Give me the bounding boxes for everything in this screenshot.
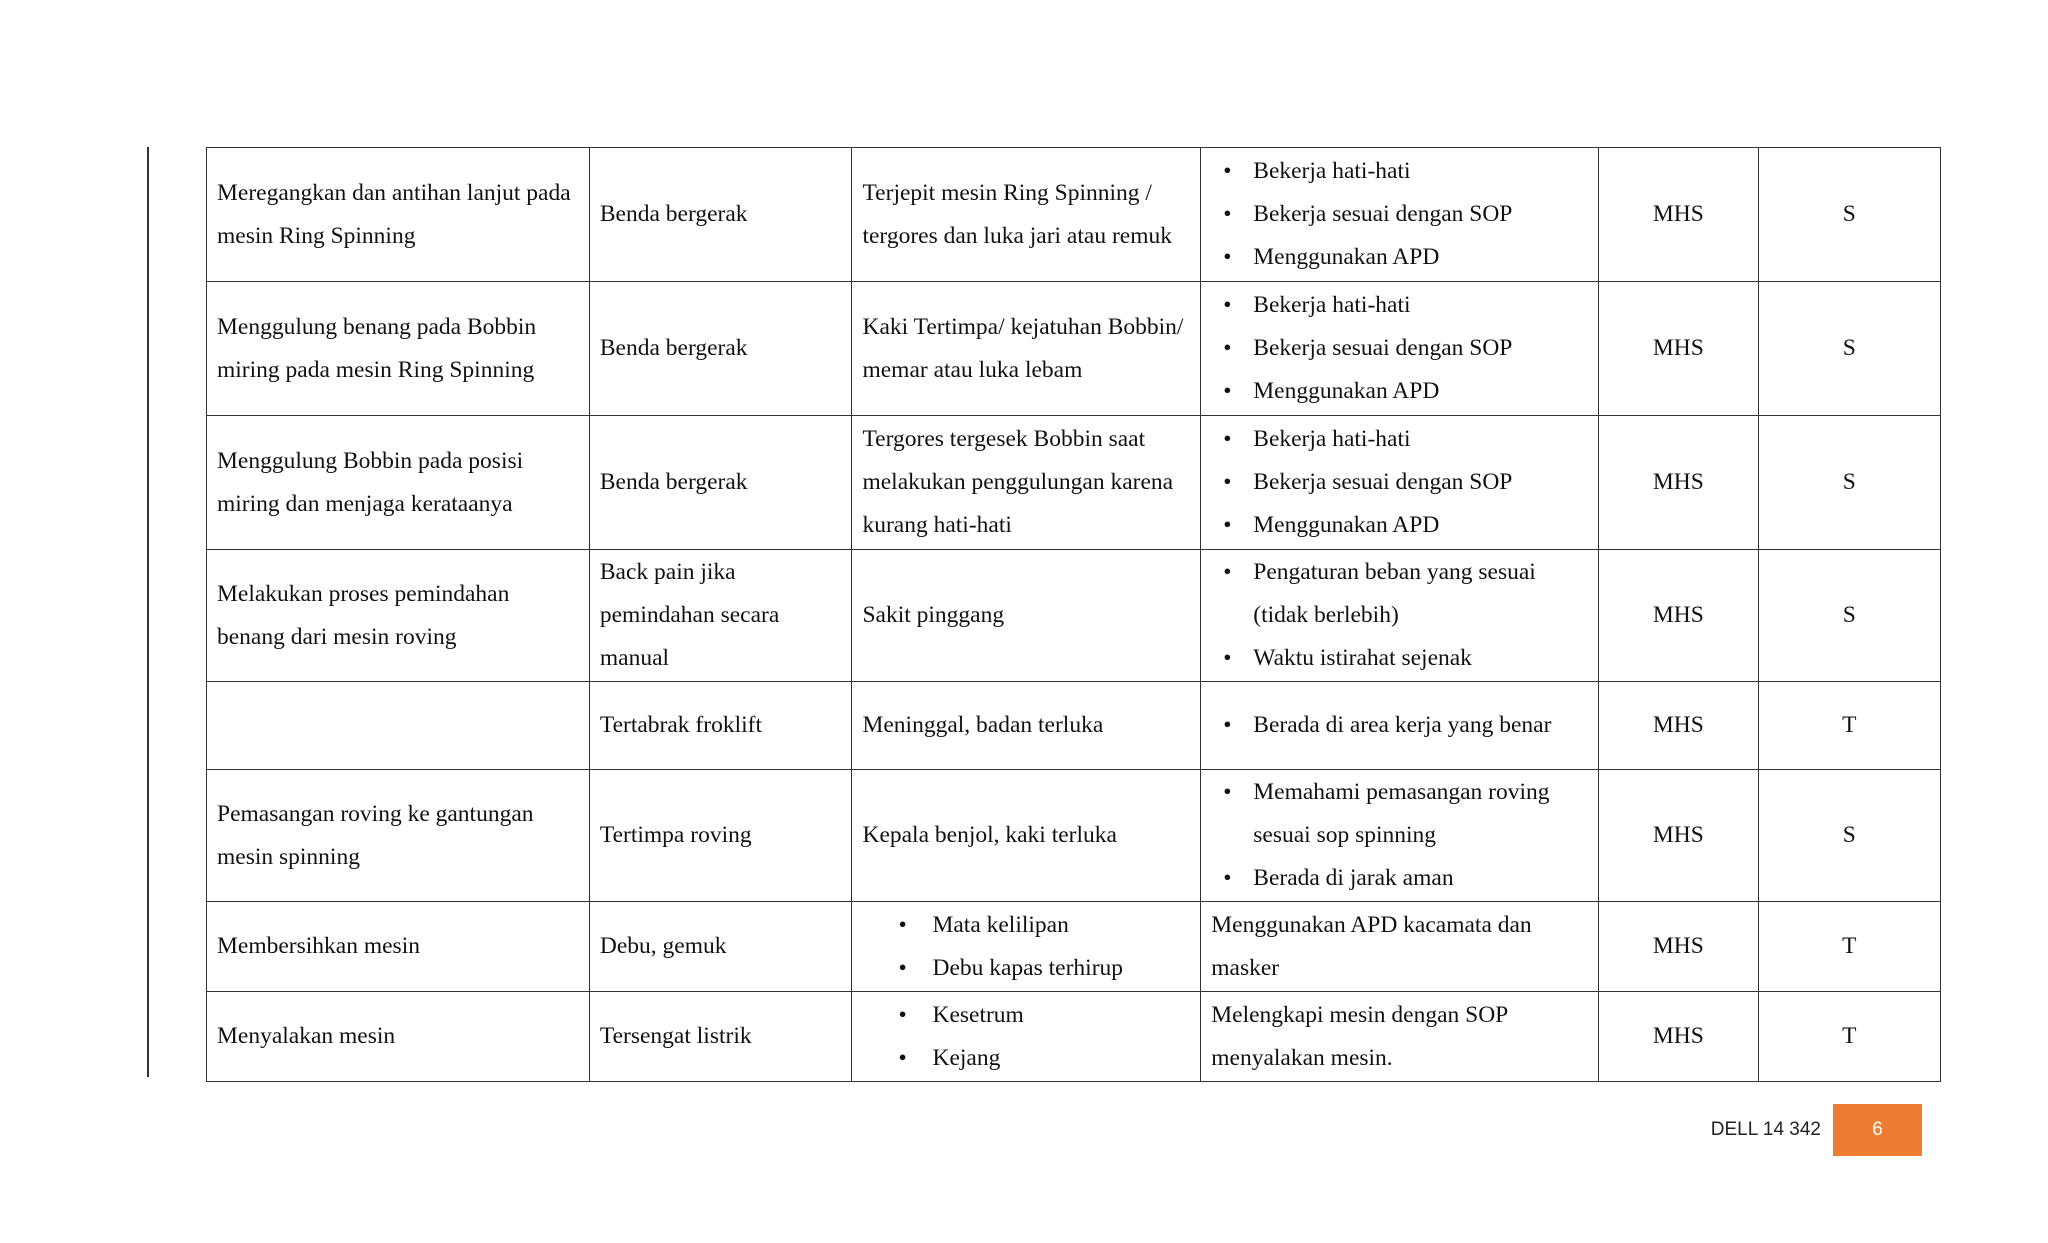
control-list xyxy=(1211,771,1588,900)
risk-level-cell: T xyxy=(1758,682,1940,770)
risk-level-cell: S xyxy=(1758,550,1940,682)
list-item: • Bekerja hati-hati xyxy=(1211,150,1588,193)
control-list xyxy=(1211,551,1588,680)
hazard-cell: Tersengat listrik xyxy=(589,992,852,1082)
risk-cell: Kepala benjol, kaki terluka xyxy=(852,770,1201,902)
risk-cell xyxy=(852,992,1201,1082)
hazard-cell: Benda bergerak xyxy=(589,416,852,550)
left-margin-line xyxy=(147,147,149,1077)
activity-cell: Melakukan proses pemindahan benang dari mesin roving xyxy=(207,550,590,682)
list-item: • Berada di area kerja yang benar xyxy=(1211,704,1588,747)
pj-cell: MHS xyxy=(1599,902,1758,992)
activity-cell: Menggulung benang pada Bobbin miring pada mesin Ring Spinning xyxy=(207,282,590,416)
pj-cell: MHS xyxy=(1599,148,1758,282)
hazard-cell: Tertabrak froklift xyxy=(589,682,852,770)
list-item: • Debu kapas terhirup xyxy=(862,947,1190,990)
list-item: • Berada di jarak aman xyxy=(1211,857,1588,900)
risk-level-cell: T xyxy=(1758,902,1940,992)
risk-level-cell: S xyxy=(1758,770,1940,902)
activity-cell: Membersihkan mesin xyxy=(207,902,590,992)
table-row xyxy=(207,416,1941,550)
activity-cell: Pemasangan roving ke gantungan mesin spinning xyxy=(207,770,590,902)
activity-cell xyxy=(207,682,590,770)
list-item: • Memahami pemasangan roving sesuai sop spinning xyxy=(1211,771,1588,857)
pj-cell: MHS xyxy=(1599,770,1758,902)
control-cell xyxy=(1201,148,1599,282)
table-row xyxy=(207,992,1941,1082)
control-cell: Melengkapi mesin dengan SOP menyalakan mesin. xyxy=(1201,992,1599,1082)
list-item: • Pengaturan beban yang sesuai (tidak berlebih) xyxy=(1211,551,1588,637)
list-item: • Mata kelilipan xyxy=(862,904,1190,947)
list-item: • Bekerja hati-hati xyxy=(1211,284,1588,327)
control-list xyxy=(1211,150,1588,279)
list-item: • Bekerja sesuai dengan SOP xyxy=(1211,193,1588,236)
control-list xyxy=(1211,284,1588,413)
hazard-cell: Tertimpa roving xyxy=(589,770,852,902)
list-item: • Waktu istirahat sejenak xyxy=(1211,637,1588,680)
risk-cell: Terjepit mesin Ring Spinning / tergores dan luka jari atau remuk xyxy=(852,148,1201,282)
table-row xyxy=(207,770,1941,902)
control-cell xyxy=(1201,416,1599,550)
control-list xyxy=(1211,418,1588,547)
risk-cell: Kaki Tertimpa/ kejatuhan Bobbin/ memar atau luka lebam xyxy=(852,282,1201,416)
risk-cell: Meninggal, badan terluka xyxy=(852,682,1201,770)
page-footer xyxy=(0,1104,2048,1156)
risk-list xyxy=(862,994,1190,1080)
risk-cell: Sakit pinggang xyxy=(852,550,1201,682)
table-row xyxy=(207,682,1941,770)
risk-list xyxy=(862,904,1190,990)
risk-cell xyxy=(852,902,1201,992)
pj-cell: MHS xyxy=(1599,282,1758,416)
control-cell xyxy=(1201,770,1599,902)
control-cell xyxy=(1201,550,1599,682)
risk-level-cell: S xyxy=(1758,416,1940,550)
activity-cell: Menyalakan mesin xyxy=(207,992,590,1082)
hazard-cell: Benda bergerak xyxy=(589,282,852,416)
list-item: • Bekerja sesuai dengan SOP xyxy=(1211,461,1588,504)
list-item: • Kejang xyxy=(862,1037,1190,1080)
hazard-risk-table xyxy=(206,147,1941,1082)
control-cell: Menggunakan APD kacamata dan masker xyxy=(1201,902,1599,992)
pj-cell: MHS xyxy=(1599,550,1758,682)
table-row xyxy=(207,148,1941,282)
list-item: • Menggunakan APD xyxy=(1211,370,1588,413)
table-row xyxy=(207,282,1941,416)
risk-level-cell: S xyxy=(1758,282,1940,416)
list-item: • Menggunakan APD xyxy=(1211,236,1588,279)
risk-cell: Tergores tergesek Bobbin saat melakukan penggulungan karena kurang hati-hati xyxy=(852,416,1201,550)
table-row xyxy=(207,902,1941,992)
control-cell xyxy=(1201,282,1599,416)
risk-level-cell: S xyxy=(1758,148,1940,282)
activity-cell: Meregangkan dan antihan lanjut pada mesin Ring Spinning xyxy=(207,148,590,282)
page-number: 6 xyxy=(1833,1104,1922,1156)
table-row xyxy=(207,550,1941,682)
list-item: • Bekerja hati-hati xyxy=(1211,418,1588,461)
risk-level-cell: T xyxy=(1758,992,1940,1082)
activity-cell: Menggulung Bobbin pada posisi miring dan menjaga kerataanya xyxy=(207,416,590,550)
control-cell xyxy=(1201,682,1599,770)
footer-label: DELL 14 342 xyxy=(1710,1119,1821,1140)
pj-cell: MHS xyxy=(1599,682,1758,770)
hazard-cell: Back pain jika pemindahan secara manual xyxy=(589,550,852,682)
hazard-cell: Debu, gemuk xyxy=(589,902,852,992)
pj-cell: MHS xyxy=(1599,992,1758,1082)
list-item: • Bekerja sesuai dengan SOP xyxy=(1211,327,1588,370)
control-list xyxy=(1211,704,1588,747)
pj-cell: MHS xyxy=(1599,416,1758,550)
list-item: • Kesetrum xyxy=(862,994,1190,1037)
list-item: • Menggunakan APD xyxy=(1211,504,1588,547)
hazard-cell: Benda bergerak xyxy=(589,148,852,282)
